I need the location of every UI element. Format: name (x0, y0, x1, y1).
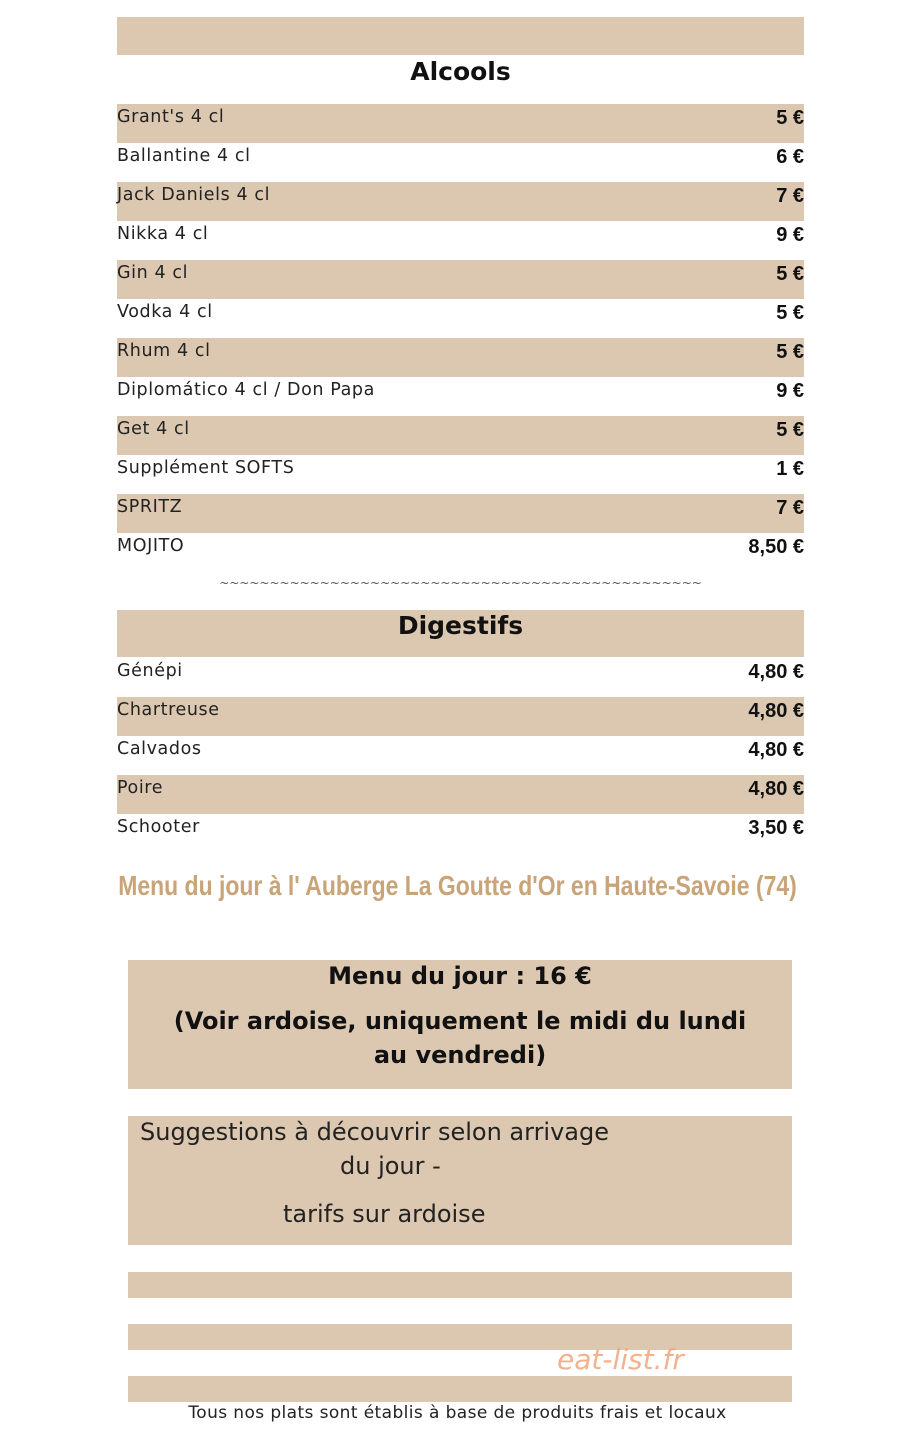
menu-item-row (117, 775, 804, 814)
item-price: 3,50 € (748, 817, 804, 839)
item-price: 5 € (776, 302, 804, 324)
item-price: 7 € (776, 497, 804, 519)
item-price: 9 € (776, 380, 804, 402)
menu-item-row (117, 658, 804, 697)
item-name: Chartreuse (117, 700, 220, 720)
menu-item-row (117, 260, 804, 299)
menu-box (128, 960, 792, 1089)
item-name: Jack Daniels 4 cl (117, 185, 271, 205)
menu-item-row (117, 377, 804, 416)
item-price: 5 € (776, 341, 804, 363)
menu-item-row (117, 104, 804, 143)
item-name: Supplément SOFTS (117, 458, 295, 478)
item-name: Get 4 cl (117, 419, 190, 439)
footer-note: Tous nos plats sont établis à base de produits frais et locaux (188, 1403, 727, 1423)
item-name: SPRITZ (117, 497, 183, 517)
suggestions-line-1: Suggestions à découvrir selon arrivage (140, 1118, 610, 1146)
empty-band-2 (128, 1324, 792, 1350)
item-name: Ballantine 4 cl (117, 146, 251, 166)
item-price: 4,80 € (748, 778, 804, 800)
item-price: 5 € (776, 107, 804, 129)
item-name: Génépi (117, 661, 183, 681)
menu-item-row (117, 221, 804, 260)
suggestions-box (128, 1116, 792, 1245)
separator: ~~~~~~~~~~~~~~~~~~~~~~~~~~~~~~~~~~~~~~~~~~~~~~~~ (219, 576, 702, 590)
menu-price: Menu du jour : 16 € (328, 962, 592, 990)
menu-item-row (117, 416, 804, 455)
item-name: Vodka 4 cl (117, 302, 213, 322)
suggestions-line-2: du jour - (340, 1152, 441, 1180)
item-price: 5 € (776, 263, 804, 285)
item-price: 4,80 € (748, 700, 804, 722)
empty-band-1 (128, 1272, 792, 1298)
menu-item-row (117, 494, 804, 533)
item-price: 6 € (776, 146, 804, 168)
menu-item-row (117, 338, 804, 377)
item-name: Nikka 4 cl (117, 224, 209, 244)
menu-item-row (117, 736, 804, 775)
item-name: Poire (117, 778, 164, 798)
item-price: 4,80 € (748, 739, 804, 761)
menu-item-row (117, 182, 804, 221)
empty-band-3 (128, 1376, 792, 1402)
menu-item-row (117, 299, 804, 338)
item-name: Rhum 4 cl (117, 341, 211, 361)
item-price: 9 € (776, 224, 804, 246)
menu-item-row (117, 533, 804, 572)
menu-item-row (117, 455, 804, 494)
menu-item-row (117, 814, 804, 853)
top-band (117, 17, 804, 55)
item-price: 1 € (776, 458, 804, 480)
alcools-title: Alcools (410, 57, 511, 86)
item-name: Schooter (117, 817, 200, 837)
watermark: eat-list.fr (557, 1343, 684, 1376)
menu-item-row (117, 143, 804, 182)
menu-heading: Menu du jour à l' Auberge La Goutte d'Or en Haute-Savoie (74) (118, 870, 797, 901)
item-price: 8,50 € (748, 536, 804, 558)
item-name: Grant's 4 cl (117, 107, 225, 127)
item-name: MOJITO (117, 536, 185, 556)
menu-note: (Voir ardoise, uniquement le midi du lundi au vendredi) (173, 1007, 747, 1069)
digestifs-title: Digestifs (397, 611, 524, 640)
menu-item-row (117, 697, 804, 736)
item-name: Calvados (117, 739, 202, 759)
item-name: Diplomático 4 cl / Don Papa (117, 380, 375, 400)
item-price: 7 € (776, 185, 804, 207)
suggestions-line-3: tarifs sur ardoise (283, 1200, 486, 1228)
item-price: 5 € (776, 419, 804, 441)
item-price: 4,80 € (748, 661, 804, 683)
item-name: Gin 4 cl (117, 263, 189, 283)
